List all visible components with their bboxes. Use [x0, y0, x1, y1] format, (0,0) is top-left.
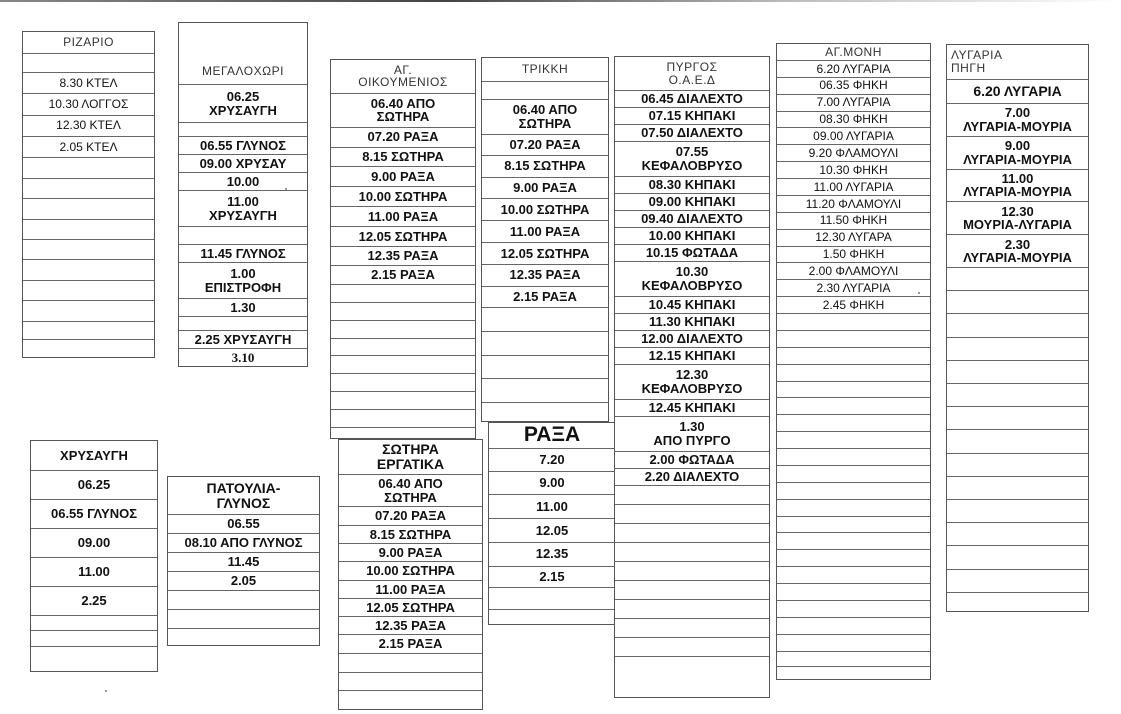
table-cell — [947, 338, 1088, 361]
table-cell: 8.15 ΣΩΤΗΡΑ — [339, 526, 482, 545]
table-cell: 6.20 ΛΥΓΑΡΙΑ — [777, 61, 930, 78]
table-cell: 1.50 ΦΗΚΗ — [777, 247, 930, 264]
table-cell: 9.00 — [489, 472, 615, 496]
table-cell — [777, 618, 930, 635]
table-cell: 06.40 ΑΠΟ ΣΩΤΗΡΑ — [339, 475, 482, 507]
table-cell: 12.30 ΚΕΦΑΛΟΒΡΥΣΟ — [615, 365, 769, 400]
table-cell: 12.05 ΣΩΤΗΡΑ — [482, 243, 608, 265]
table-cell — [615, 657, 769, 671]
table-cell — [777, 667, 930, 679]
table-cell: 2.15 — [489, 567, 615, 589]
table-cell: 06.25 ΧΡΥΣΑΥΓΗ — [179, 85, 307, 123]
table-cell: 07.20 ΡΑΞΑ — [482, 135, 608, 156]
table-cell: 11.30 ΚΗΠΑΚΙ — [615, 314, 769, 331]
table-header: ΧΡΥΣΑΥΓΗ — [31, 441, 157, 471]
table-cell: 2.20 ΔΙΑΛΕΧΤΟ — [615, 469, 769, 486]
table-cell: 12.30 ΛΥΓΑΡΑ — [777, 230, 930, 247]
table-cell: 2.05 ΚΤΕΛ — [23, 137, 154, 158]
table-cell: 11.45 — [168, 553, 319, 572]
table-cell: 08.30 ΚΗΠΑΚΙ — [615, 177, 769, 194]
table-cell: 06.40 ΑΠΟ ΣΩΤΗΡΑ — [482, 100, 608, 136]
table-sotira-ergatika — [338, 439, 483, 710]
table-cell: 11.00 — [31, 558, 157, 587]
table-cell: 2.15 ΡΑΞΑ — [339, 635, 482, 654]
table-cell: 2.30 ΛΥΓΑΡΙΑ — [777, 280, 930, 297]
table-cell — [947, 314, 1088, 337]
table-cell: 8.15 ΣΩΤΗΡΑ — [482, 156, 608, 178]
table-cell: 2.25 ΧΡΥΣΑΥΓΗ — [179, 331, 307, 349]
table-cell: 9.00 ΡΑΞΑ — [482, 178, 608, 200]
table-cell — [168, 629, 319, 645]
table-cell: 9.00 ΡΑΞΑ — [331, 167, 475, 187]
table-cell — [947, 268, 1088, 291]
table-header: ΠΥΡΓΟΣ Ο.Α.Ε.Δ — [615, 57, 769, 91]
table-cell: 2.30 ΛΥΓΑΡΙΑ-ΜΟΥΡΙΑ — [947, 235, 1088, 268]
table-header: ΡΑΞΑ — [489, 423, 615, 449]
table-cell: 12.35 — [489, 543, 615, 567]
table-cell — [947, 593, 1088, 611]
table-cell: 12.45 ΚΗΠΑΚΙ — [615, 400, 769, 417]
table-cell — [339, 691, 482, 709]
table-cell — [615, 638, 769, 657]
table-cell: 12.05 — [489, 519, 615, 543]
table-cell: 12.15 ΚΗΠΑΚΙ — [615, 348, 769, 365]
table-cell — [179, 317, 307, 331]
table-cell — [168, 591, 319, 610]
table-cell: 10.00 ΚΗΠΑΚΙ — [615, 228, 769, 245]
table-cell — [331, 303, 475, 321]
table-cell — [615, 543, 769, 562]
table-cell: 8.30 ΚΤΕΛ — [23, 73, 154, 94]
table-cell: 6.20 ΛΥΓΑΡΙΑ — [947, 80, 1088, 104]
table-cell — [168, 610, 319, 629]
table-cell — [489, 610, 615, 624]
table-cell — [777, 331, 930, 348]
table-cell: 09.00 ΧΡΥΣΑΥ — [179, 155, 307, 173]
table-cell — [482, 82, 608, 100]
table-cell — [23, 220, 154, 240]
table-cell — [777, 500, 930, 517]
table-cell — [615, 524, 769, 543]
table-cell: 1.00 ΕΠΙΣΤΡΟΦΗ — [179, 263, 307, 299]
table-cell — [339, 673, 482, 692]
table-cell — [331, 374, 475, 392]
table-cell: 07.20 ΡΑΞΑ — [339, 507, 482, 526]
table-cell — [777, 652, 930, 668]
table-cell — [615, 581, 769, 600]
table-cell — [489, 588, 615, 610]
table-cell: 7.20 — [489, 449, 615, 472]
table-cell: 08.10 ΑΠΟ ΓΛΥΝΟΣ — [168, 534, 319, 553]
table-trikki — [481, 57, 609, 422]
table-cell — [777, 382, 930, 399]
table-cell: 10.00 — [179, 173, 307, 191]
table-ag-moni — [776, 43, 931, 680]
table-cell: 3.10 — [231, 349, 255, 365]
table-cell: 1.30 — [179, 299, 307, 317]
table-cell: 8.15 ΣΩΤΗΡΑ — [331, 148, 475, 168]
table-cell — [23, 322, 154, 341]
table-cell: 11.00 ΡΑΞΑ — [339, 581, 482, 600]
table-cell: 11.00 ΡΑΞΑ — [482, 221, 608, 243]
table-cell — [947, 361, 1088, 384]
table-cell: 07.15 ΚΗΠΑΚΙ — [615, 108, 769, 125]
table-cell — [23, 260, 154, 280]
table-cell: 2.00 ΦΛΑΜΟΥΛΙ — [777, 263, 930, 280]
table-cell: 09.00 ΚΗΠΑΚΙ — [615, 194, 769, 211]
table-cell — [777, 483, 930, 500]
table-cell: 07.50 ΔΙΑΛΕΧΤΟ — [615, 125, 769, 142]
table-cell: 9.00 ΛΥΓΑΡΙΑ-ΜΟΥΡΙΑ — [947, 137, 1088, 170]
table-cell: 2.15 ΡΑΞΑ — [482, 287, 608, 309]
table-lygaria — [946, 44, 1089, 612]
table-ag-oikoumenios — [330, 59, 476, 439]
table-cell: 12.30 ΜΟΥΡΙΑ-ΛΥΓΑΡΙΑ — [947, 202, 1088, 235]
table-cell: 1.30 ΑΠΟ ΠΥΡΓΟ — [615, 417, 769, 452]
table-cell — [615, 505, 769, 524]
table-cell — [331, 285, 475, 303]
table-cell: 9.20 ΦΛΑΜΟΥΛΙ — [777, 145, 930, 162]
table-cell — [615, 486, 769, 505]
table-cell: 06.35 ΦΗΚΗ — [777, 78, 930, 95]
table-rizario — [22, 31, 155, 358]
table-cell: 10.00 ΣΩΤΗΡΑ — [339, 562, 482, 581]
table-cell — [947, 291, 1088, 314]
table-raxa — [488, 422, 616, 625]
table-cell: 11.45 ΓΛΥΝΟΣ — [179, 245, 307, 263]
table-cell: 07.55 ΚΕΦΑΛΟΒΡΥΣΟ — [615, 142, 769, 177]
table-cell — [331, 392, 475, 410]
table-cell: 08.30 ΦΗΚΗ — [777, 112, 930, 129]
table-cell — [23, 158, 154, 178]
table-cell — [23, 340, 154, 357]
table-header: ΤΡΙΚΚΗ — [482, 58, 608, 82]
table-cell — [777, 517, 930, 534]
table-cell: 06.55 ΓΛΥΝΟΣ — [31, 500, 157, 529]
table-cell — [615, 562, 769, 581]
table-cell — [23, 179, 154, 199]
table-cell: 12.30 ΚΤΕΛ — [23, 116, 154, 137]
table-header: ΛΥΓΑΡΙΑ ΠΗΓΗ — [947, 45, 1088, 80]
table-cell: 2.15 ΡΑΞΑ — [331, 266, 475, 285]
table-header: ΑΓ. ΟΙΚΟΥΜΕΝΙΟΣ — [331, 60, 475, 94]
table-cell: 12.35 ΡΑΞΑ — [331, 247, 475, 266]
table-cell — [331, 339, 475, 357]
table-cell — [615, 600, 769, 619]
table-cell: 11.00 ΛΥΓΑΡΙΑ-ΜΟΥΡΙΑ — [947, 170, 1088, 203]
table-header: ΠΑΤΟΥΛΙΑ- ΓΛΥΝΟΣ — [168, 477, 319, 515]
table-cell — [777, 348, 930, 365]
table-cell — [482, 403, 608, 421]
table-xrysavgi — [30, 440, 158, 672]
table-cell: 06.40 ΑΠΟ ΣΩΤΗΡΑ — [331, 94, 475, 128]
table-cell — [482, 308, 608, 332]
table-cell — [777, 314, 930, 331]
table-cell — [777, 533, 930, 550]
table-cell — [31, 647, 157, 671]
scan-speck — [285, 188, 287, 190]
table-cell: 10.15 ΦΩΤΑΔΑ — [615, 245, 769, 262]
table-cell: 09.00 — [31, 529, 157, 558]
table-cell — [331, 428, 475, 438]
table-cell: 10.30 ΛΟΓΓΟΣ — [23, 94, 154, 115]
table-cell — [331, 321, 475, 339]
table-cell — [947, 570, 1088, 593]
table-cell — [777, 635, 930, 652]
table-cell: 11.00 — [489, 495, 615, 519]
table-cell: 2.45 ΦΗΚΗ — [777, 297, 930, 314]
table-cell — [179, 123, 307, 137]
table-cell — [947, 500, 1088, 523]
table-cell — [777, 466, 930, 483]
table-megaloxori — [178, 22, 308, 367]
table-cell: 07.20 ΡΑΞΑ — [331, 128, 475, 148]
table-cell — [777, 584, 930, 601]
table-cell — [31, 631, 157, 647]
table-cell: 11.00 ΛΥΓΑΡΙΑ — [777, 179, 930, 196]
table-cell — [339, 654, 482, 673]
table-cell — [777, 365, 930, 382]
table-pyrgos — [614, 56, 770, 698]
table-cell: 7.00 ΛΥΓΑΡΙΑ-ΜΟΥΡΙΑ — [947, 104, 1088, 137]
table-cell — [777, 432, 930, 449]
table-cell — [31, 616, 157, 631]
table-cell — [23, 281, 154, 301]
table-cell: 06.55 ΓΛΥΝΟΣ — [179, 137, 307, 155]
table-cell — [482, 379, 608, 403]
table-cell — [331, 356, 475, 374]
scan-speck — [918, 292, 920, 294]
table-cell: 2.25 — [31, 587, 157, 616]
table-header: ΣΩΤΗΡΑ ΕΡΓΑΤΙΚΑ — [339, 440, 482, 475]
table-cell — [23, 240, 154, 260]
table-cell: 06.55 — [168, 515, 319, 534]
table-header: ΡΙΖΑΡΙΟ — [23, 32, 154, 54]
table-cell — [23, 199, 154, 219]
table-cell: 12.05 ΣΩΤΗΡΑ — [339, 599, 482, 617]
table-cell — [331, 410, 475, 428]
table-cell — [777, 398, 930, 415]
table-cell — [23, 54, 154, 73]
table-cell: 06.25 — [31, 471, 157, 500]
table-cell: 10.30 ΚΕΦΑΛΟΒΡΥΣΟ — [615, 262, 769, 297]
table-cell — [23, 301, 154, 321]
table-cell — [482, 356, 608, 380]
table-cell — [777, 449, 930, 466]
table-cell: 10.00 ΣΩΤΗΡΑ — [482, 199, 608, 221]
table-cell — [947, 407, 1088, 430]
table-cell — [777, 567, 930, 584]
table-cell: 09.40 ΔΙΑΛΕΧΤΟ — [615, 211, 769, 228]
table-patoulia — [167, 476, 320, 646]
table-header: ΜΕΓΑΛΟΧΩΡΙ — [179, 23, 307, 85]
table-cell: 10.45 ΚΗΠΑΚΙ — [615, 297, 769, 314]
table-cell: 06.45 ΔΙΑΛΕΧΤΟ — [615, 91, 769, 108]
table-cell: 7.00 ΛΥΓΑΡΙΑ — [777, 95, 930, 112]
table-cell — [179, 227, 307, 245]
table-cell: 11.50 ΦΗΚΗ — [777, 213, 930, 230]
table-cell — [947, 523, 1088, 546]
table-cell: 11.20 ΦΛΑΜΟΥΛΙ — [777, 196, 930, 213]
table-cell: 11.00 ΡΑΞΑ — [331, 207, 475, 227]
table-cell: 10.00 ΣΩΤΗΡΑ — [331, 187, 475, 207]
table-cell — [947, 477, 1088, 500]
table-cell: 9.00 ΡΑΞΑ — [339, 544, 482, 562]
table-cell: 12.00 ΔΙΑΛΕΧΤΟ — [615, 331, 769, 348]
table-cell: 12.35 ΡΑΞΑ — [339, 617, 482, 636]
table-cell — [947, 454, 1088, 477]
table-cell: 2.05 — [168, 572, 319, 591]
table-cell — [777, 550, 930, 567]
table-header: ΑΓ.ΜΟΝΗ — [777, 44, 930, 61]
table-cell: 12.35 ΡΑΞΑ — [482, 265, 608, 287]
table-cell — [777, 601, 930, 618]
table-cell — [615, 619, 769, 638]
table-cell — [947, 384, 1088, 407]
table-cell — [482, 332, 608, 356]
table-cell: 11.00 ΧΡΥΣΑΥΓΗ — [179, 191, 307, 227]
table-cell: 12.05 ΣΩΤΗΡΑ — [331, 227, 475, 247]
table-cell: 09.00 ΛΥΓΑΡΙΑ — [777, 128, 930, 145]
table-cell: 2.00 ΦΩΤΑΔΑ — [615, 452, 769, 469]
table-cell: 10.30 ΦΗΚΗ — [777, 162, 930, 179]
scan-top-edge — [0, 0, 1121, 2]
table-cell — [777, 415, 930, 432]
scan-speck — [105, 690, 107, 692]
table-cell — [947, 430, 1088, 453]
table-cell — [947, 546, 1088, 569]
